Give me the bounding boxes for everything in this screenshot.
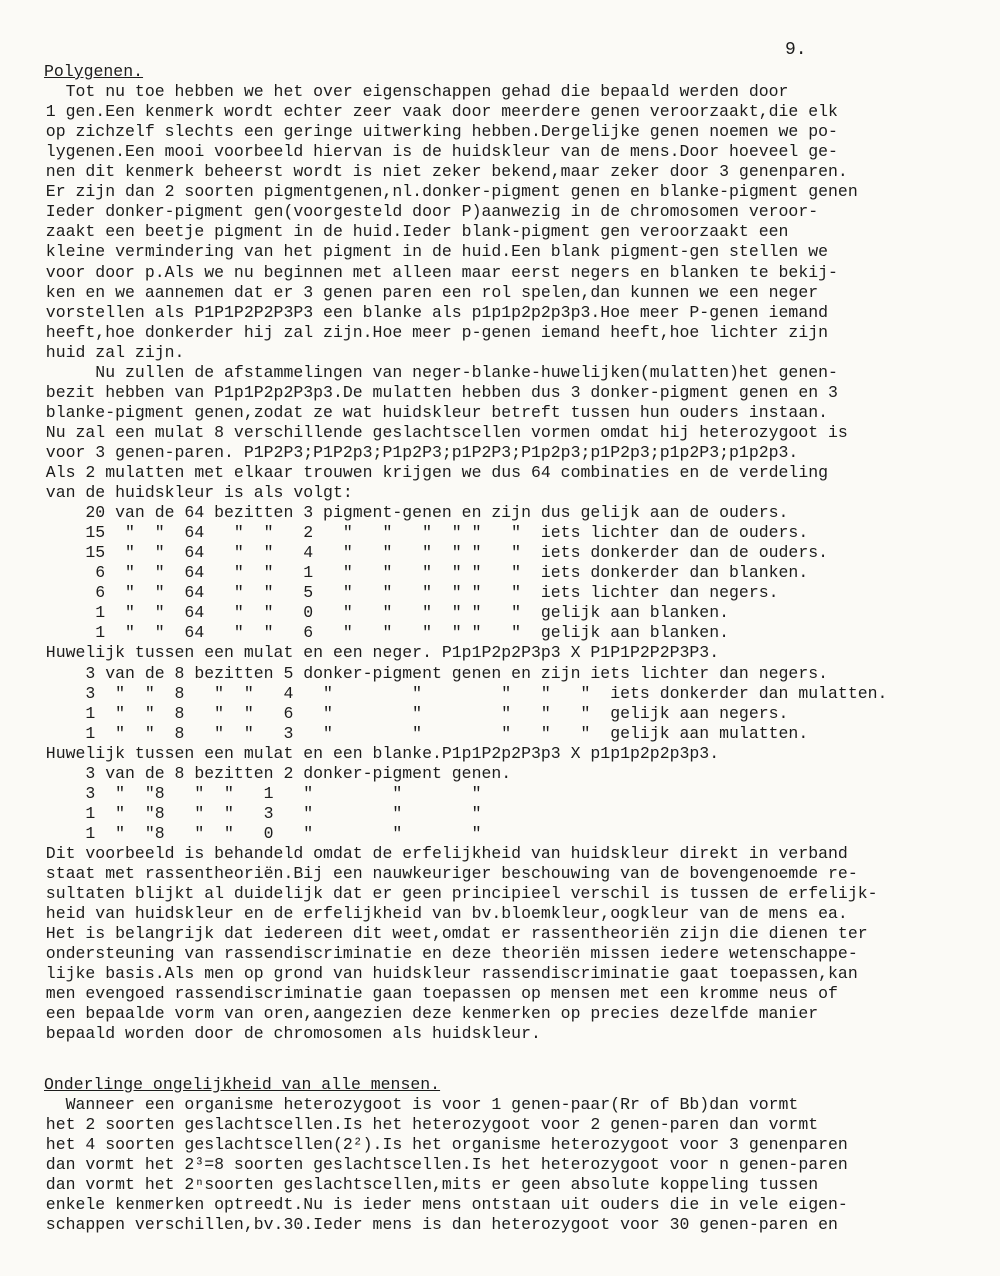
text-line: het 2 soorten geslachtscellen.Is het heterozygoot voor 2 genen-paren dan vormt (26, 1115, 819, 1135)
text-line: 1 " "8 " " 0 " " " (26, 823, 482, 843)
text-line: enkele kenmerken optreedt.Nu is ieder mens ontstaan uit ouders die in vele eigen- (26, 1195, 848, 1215)
text-line: Wanneer een organisme heterozygoot is voor 1 genen-paar(Rr of Bb)dan vormt (26, 1095, 799, 1115)
text-line: 3 " "8 " " 1 " " " (26, 783, 482, 803)
text-line: lygenen.Een mooi voorbeeld hiervan is de huidskleur van de mens.Door hoeveel ge- (26, 142, 838, 162)
text-line: 3 " " 8 " " 4 " " " " " iets donkerder dan mulatten. (26, 683, 888, 703)
text-line: 1 " " 8 " " 6 " " " " " gelijk aan negers. (26, 703, 789, 723)
text-line: heid van huidskleur en de erfelijkheid van bv.bloemkleur,oogkleur van de mens ea. (26, 904, 848, 924)
section-heading: Onderlinge ongelijkheid van alle mensen. (44, 1075, 441, 1094)
text-line: Het is belangrijk dat iedereen dit weet,omdat er rassentheoriën zijn die dienen ter (26, 924, 868, 944)
text-line: ken en we aannemen dat er 3 genen paren een rol spelen,dan kunnen we een neger (26, 282, 819, 302)
text-line: 1 " " 8 " " 3 " " " " " gelijk aan mulatten. (26, 723, 809, 743)
text-line: 15 " " 64 " " 4 " " " " " " iets donkerder dan de ouders. (26, 543, 829, 563)
text-line: blanke-pigment genen,zodat ze wat huidskleur betreft tussen hun ouders instaan. (26, 402, 829, 422)
text-line: Dit voorbeeld is behandeld omdat de erfelijkheid van huidskleur direkt in verband (26, 843, 848, 863)
text-line: heeft,hoe donkerder hij zal zijn.Hoe meer p-genen iemand heeft,hoe lichter zijn (26, 322, 829, 342)
page-number: 9. (785, 40, 807, 60)
text-line: 3 van de 8 bezitten 2 donker-pigment genen. (26, 763, 512, 783)
text-line: Ieder donker-pigment gen(voorgesteld door P)aanwezig in de chromosomen veroor- (26, 202, 819, 222)
text-line: van de huidskleur is als volgt: (26, 483, 353, 503)
text-line: 6 " " 64 " " 5 " " " " " " iets lichter dan negers. (26, 583, 779, 603)
text-line: dan vormt het 2³=8 soorten geslachtscellen.Is het heterozygoot voor n genen-paren (26, 1155, 848, 1175)
text-line: op zichzelf slechts een geringe uitwerking hebben.Dergelijke genen noemen we po- (26, 122, 838, 142)
text-line: zaakt een beetje pigment in de huid.Ieder blank-pigment gen veroorzaakt een (26, 222, 789, 242)
text-line: kleine vermindering van het pigment in de huid.Een blank pigment-gen stellen we (26, 242, 829, 262)
section-heading: Polygenen. (44, 62, 144, 81)
text-line: het 4 soorten geslachtscellen(2²).Is het organisme heterozygoot voor 3 genenparen (26, 1135, 848, 1155)
text-line: Huwelijk tussen een mulat en een neger. P1p1P2p2P3p3 X P1P1P2P2P3P3. (26, 643, 720, 663)
text-line: nen dit kenmerk beheerst wordt is niet zeker bekend,maar zeker door 3 genenparen. (26, 162, 848, 182)
text-line: huid zal zijn. (26, 342, 185, 362)
text-line: sultaten blijkt al duidelijk dat er geen principieel verschil is tussen de erfelijk- (26, 884, 878, 904)
text-line: voor 3 genen-paren. P1P2P3;P1P2p3;P1p2P3;p1P2P3;P1p2p3;p1P2p3;p1p2P3;p1p2p3. (26, 442, 799, 462)
text-line: 1 gen.Een kenmerk wordt echter zeer vaak door meerdere genen veroorzaakt,die elk (26, 102, 838, 122)
text-line: Nu zullen de afstammelingen van neger-blanke-huwelijken(mulatten)het genen- (26, 362, 838, 382)
text-line: vorstellen als P1P1P2P2P3P3 een blanke als p1p1p2p2p3p3.Hoe meer P-genen iemand (26, 302, 829, 322)
text-line: 1 " " 64 " " 0 " " " " " " gelijk aan blanken. (26, 603, 730, 623)
text-line: Tot nu toe hebben we het over eigenschappen gehad die bepaald werden door (26, 82, 789, 102)
text-line: schappen verschillen,bv.30.Ieder mens is dan heterozygoot voor 30 genen-paren en (26, 1215, 838, 1235)
text-line: 3 van de 8 bezitten 5 donker-pigment genen en zijn iets lichter dan negers. (26, 663, 829, 683)
text-line: Er zijn dan 2 soorten pigmentgenen,nl.donker-pigment genen en blanke-pigment genen (26, 182, 858, 202)
text-line: Als 2 mulatten met elkaar trouwen krijgen we dus 64 combinaties en de verdeling (26, 463, 829, 482)
text-line: dan vormt het 2ⁿsoorten geslachtscellen,mits er geen absolute koppeling tussen (26, 1175, 819, 1195)
text-line: bepaald worden door de chromosomen als huidskleur. (26, 1024, 541, 1044)
text-line: lijke basis.Als men op grond van huidskleur rassendiscriminatie gaat toepassen,kan (26, 964, 858, 984)
text-line: 1 " " 64 " " 6 " " " " " " gelijk aan blanken. (26, 623, 730, 643)
text-line: ondersteuning van rassendiscriminatie en deze theoriën missen iedere wetenschappe- (26, 944, 858, 964)
text-line: 6 " " 64 " " 1 " " " " " " iets donkerder dan blanken. (26, 563, 809, 583)
text-line: Huwelijk tussen een mulat en een blanke.P1p1P2p2P3p3 X p1p1p2p2p3p3. (26, 743, 720, 763)
text-line: Nu zal een mulat 8 verschillende geslachtscellen vormen omdat hij heterozygoot is (26, 422, 848, 442)
text-line: voor door p.Als we nu beginnen met alleen maar eerst negers en blanken te bekij- (26, 262, 838, 282)
text-line: 20 van de 64 bezitten 3 pigment-genen en zijn dus gelijk aan de ouders. (26, 503, 789, 523)
text-line: staat met rassentheoriën.Bij een nauwkeuriger beschouwing van de bovengenoemde re- (26, 864, 858, 883)
text-line: 1 " "8 " " 3 " " " (26, 803, 482, 823)
text-line: bezit hebben van P1p1P2p2P3p3.De mulatten hebben dus 3 donker-pigment genen en 3 (26, 382, 838, 402)
text-line: men evengoed rassendiscriminatie gaan toepassen op mensen met een kromme neus of (26, 984, 838, 1004)
text-line: een bepaalde vorm van oren,aangezien deze kenmerken op precies dezelfde manier (26, 1004, 819, 1024)
text-line: 15 " " 64 " " 2 " " " " " " iets lichter dan de ouders. (26, 523, 809, 543)
